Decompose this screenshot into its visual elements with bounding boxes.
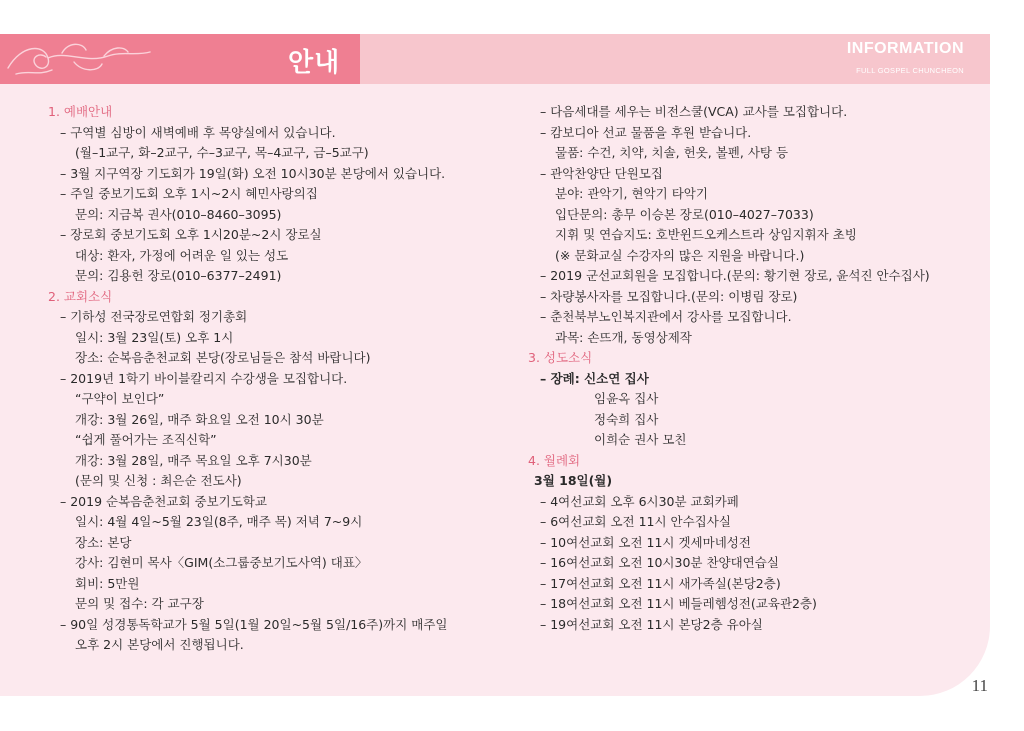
notice-detail: (※ 문화교실 수강자의 많은 지원을 바랍니다.) (555, 247, 805, 263)
notice-item: – 10여선교회 오전 11시 겟세마네성전 (540, 534, 751, 550)
notice-detail: 이희순 권사 모친 (594, 432, 687, 447)
notice-item: – 16여선교회 오전 10시30분 찬양대연습실 (540, 555, 779, 570)
notice-item: – 3월 지구역장 기도회가 19일(화) 오전 10시30분 본당에서 있습니다. (60, 165, 446, 181)
floral-ornament-icon (4, 38, 154, 80)
section-heading: 1. 예배안내 (48, 104, 113, 119)
notice-item: – 주일 중보기도회 오후 1시~2시 혜민사랑의집 (60, 186, 318, 201)
notice-item: – 다음세대를 세우는 비전스쿨(VCA) 교사를 모집합니다. (540, 104, 848, 119)
notice-item: – 2019 순복음춘천교회 중보기도학교 (60, 493, 267, 509)
notice-detail: 일시: 4월 4일~5월 23일(8주, 매주 목) 저녁 7~9시 (75, 514, 363, 529)
notice-detail: 임윤옥 집사 (594, 391, 659, 406)
section-label: INFORMATION (846, 40, 964, 57)
notice-detail: 오후 2시 본당에서 진행됩니다. (75, 637, 244, 652)
notice-detail: 지휘 및 연습지도: 호반윈드오케스트라 상임지휘자 초빙 (555, 227, 857, 242)
section-heading: 4. 월례회 (528, 452, 581, 468)
section-heading: 3. 성도소식 (528, 350, 593, 365)
notice-detail: 분야: 관악기, 현악기 타악기 (555, 186, 708, 201)
notice-item: – 4여선교회 오후 6시30분 교회카페 (540, 493, 739, 509)
notice-detail: 문의: 김용헌 장로(010–6377–2491) (75, 268, 282, 283)
page-header (0, 34, 990, 84)
notice-detail: (문의 및 신청 : 최은순 전도사) (75, 473, 242, 488)
notice-item: – 18여선교회 오전 11시 베들레헴성전(교육관2층) (540, 596, 817, 611)
left-column (48, 102, 448, 656)
notice-item: – 캄보디아 선교 물품을 후원 받습니다. (540, 124, 752, 140)
meeting-date: 3월 18일(월) (534, 473, 613, 488)
notice-detail: 강사: 김현미 목사〈GIM(소그룹중보기도사역) 대표〉 (75, 555, 368, 570)
notice-detail: 대상: 환자, 가정에 어려운 일 있는 성도 (75, 247, 289, 263)
notice-detail: 물품: 수건, 치약, 치솔, 헌옷, 볼펜, 사탕 등 (555, 145, 789, 160)
notice-detail: 장소: 본당 (75, 534, 132, 550)
notice-item: – 관악찬양단 단원모집 (540, 165, 663, 181)
notice-item: – 구역별 심방이 새벽예배 후 목양실에서 있습니다. (60, 124, 336, 140)
notice-detail: 개강: 3월 28일, 매주 목요일 오후 7시30분 (75, 452, 312, 468)
notice-item: – 장로회 중보기도회 오후 1시20분~2시 장로실 (60, 227, 322, 242)
section-heading: 2. 교회소식 (48, 288, 113, 304)
notice-item: – 차량봉사자를 모집합니다.(문의: 이병림 장로) (540, 288, 798, 304)
right-column (528, 102, 930, 635)
notice-item: – 90일 성경통독학교가 5월 5일(1월 20일~5월 5일/16주)까지 매주일 (60, 616, 448, 632)
notice-detail: (월–1교구, 화–2교구, 수–3교구, 목–4교구, 금–5교구) (75, 145, 369, 160)
notice-item: – 2019년 1학기 바이블칼리지 수강생을 모집합니다. (60, 370, 348, 386)
notice-detail: 개강: 3월 26일, 매주 화요일 오전 10시 30분 (75, 411, 324, 427)
notice-item: – 기하성 전국장로연합회 정기총회 (60, 309, 248, 324)
notice-detail: 과목: 손뜨개, 동영상제작 (555, 329, 692, 345)
notice-detail: 회비: 5만원 (75, 575, 140, 591)
notice-item: – 19여선교회 오전 11시 본당2층 유아실 (540, 616, 763, 632)
notice-detail: 입단문의: 총무 이승본 장로(010–4027–7033) (555, 206, 814, 222)
notice-item: – 장례: 신소연 집사 (540, 370, 649, 386)
page-title: 안내 (288, 48, 341, 78)
notice-detail: “쉽게 풀어가는 조직신학” (75, 432, 217, 447)
notice-item: – 17여선교회 오전 11시 새가족실(본당2층) (540, 575, 781, 591)
content-panel (0, 84, 990, 696)
page-number: 11 (971, 676, 988, 695)
notice-item: – 2019 군선교회원을 모집합니다.(문의: 황기현 장로, 윤석진 안수집사) (540, 268, 930, 283)
notice-detail: 일시: 3월 23일(토) 오후 1시 (75, 329, 234, 345)
church-name: FULL GOSPEL CHUNCHEON (856, 66, 964, 75)
notice-detail: 장소: 순복음춘천교회 본당(장로님들은 참석 바랍니다) (75, 350, 371, 365)
notice-detail: 문의 및 접수: 각 교구장 (75, 596, 204, 611)
notice-item: – 춘천북부노인복지관에서 강사를 모집합니다. (540, 309, 792, 324)
notice-item: – 6여선교회 오전 11시 안수집사실 (540, 514, 731, 529)
notice-detail: 문의: 지금복 권사(010–8460–3095) (75, 206, 282, 222)
notice-detail: 정숙희 집사 (594, 411, 659, 427)
notice-detail: “구약이 보인다” (75, 391, 165, 406)
